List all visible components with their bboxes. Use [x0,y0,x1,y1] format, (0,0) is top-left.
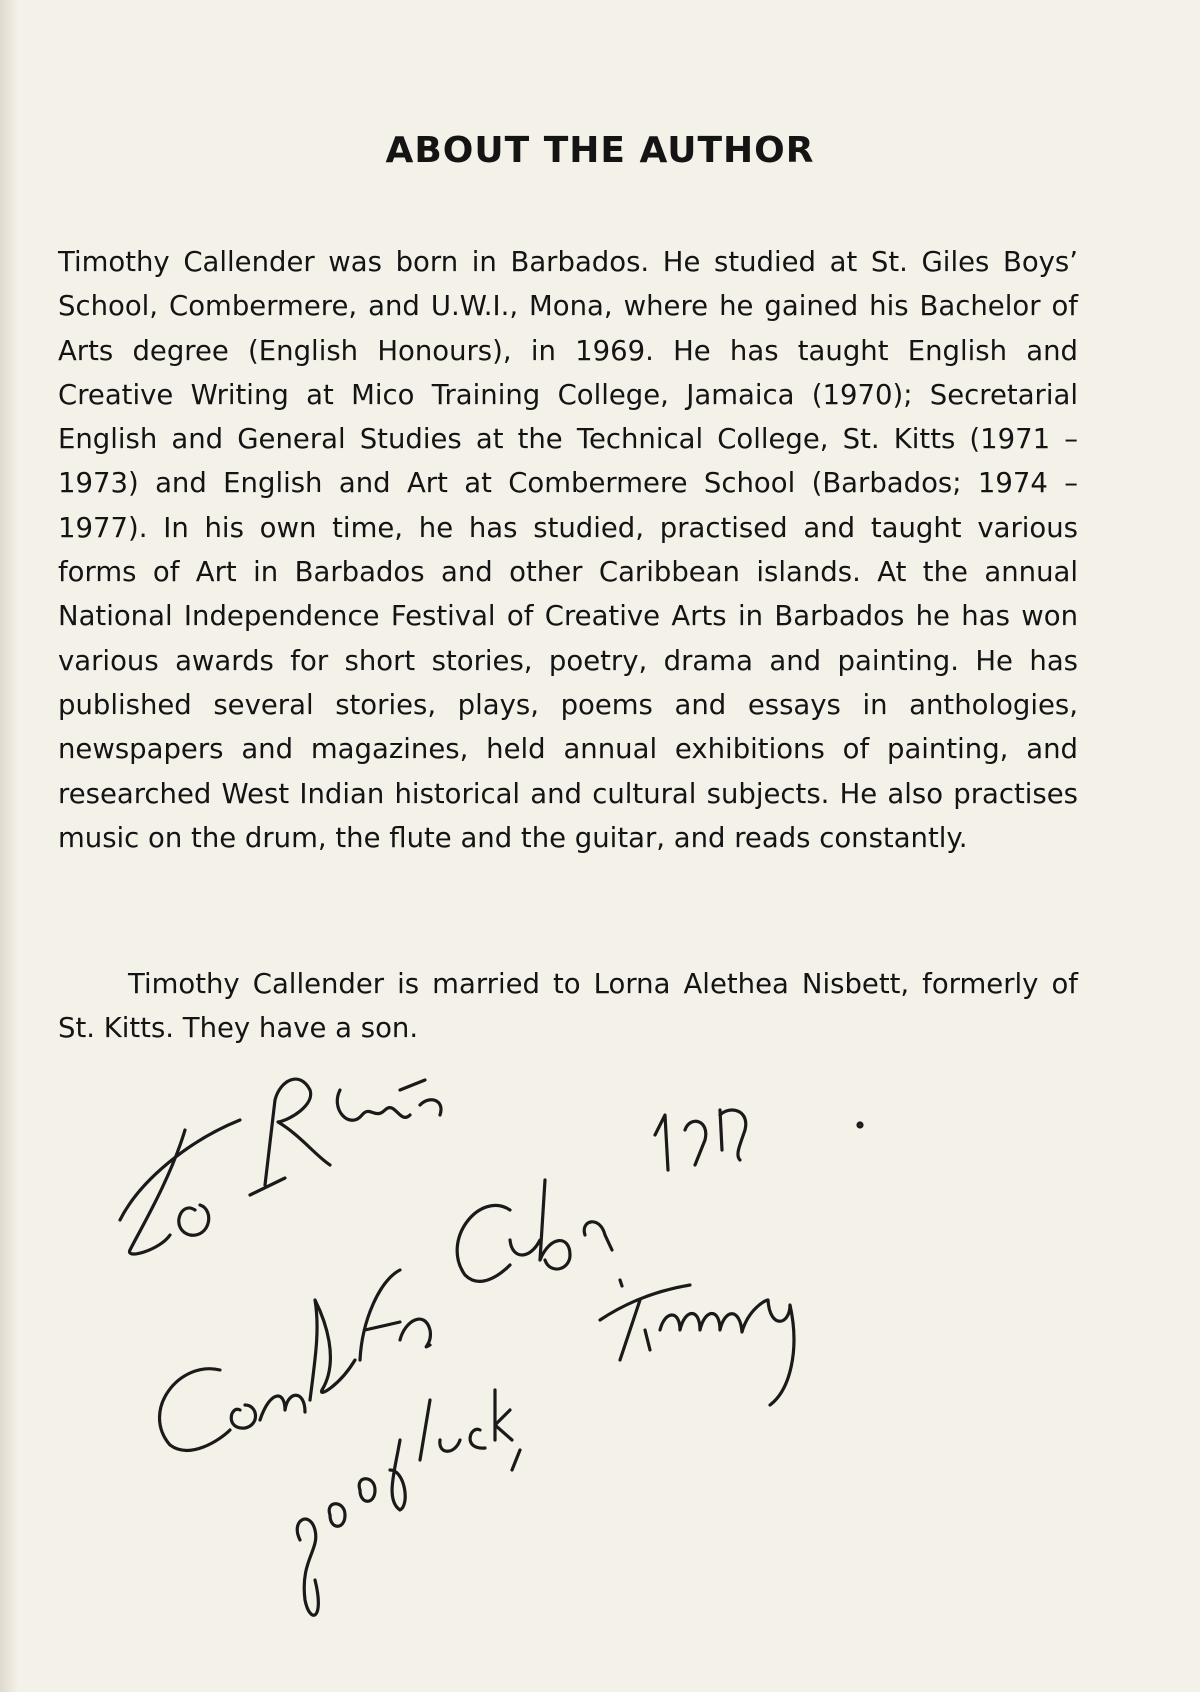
inscription-stroke-roberto [265,1079,441,1185]
page-heading: ABOUT THE AUTHOR [385,130,815,171]
inscription-stroke-dash [250,1178,285,1195]
spine-shadow [0,0,18,1692]
inscription-stroke-mark [620,1280,622,1286]
inscription-stroke-good-luck [297,1390,520,1615]
inscription-period [858,1123,862,1127]
author-family-paragraph: Timothy Callender is married to Lorna Alethea Nisbett, formerly of St. Kitts. They have a son. [58,968,1078,1045]
author-bio-paragraph: Timothy Callender was born in Barbados. He studied at St. Giles Boys’ School, Combermere, and U.W.I., Mona, where he gained his Bachelor of Arts degree (English Honours), in 1969. He has taught English and Creative Writing at Mico Training College, Jamaica (1970); Secretarial English and General Studies at the Technical College, St. Kitts (1971 – 1973) and English and Art at Combermere School (Barbados; 1974 – 1977). In his own time, he has studied, practised and taught various forms of Art in Barbados and other Caribbean islands. At the annual National Independence Festival of Creative Arts in Barbados he has won various awards for short stories, poetry, drama and painting. He has published several stories, plays, poems and essays in anthologies, newspapers and magazines, held annual exhibitions of painting, and researched West Indian historical and cultural subjects. He also practises music on the drum, the flute and the guitar, and reads constantly. [58,246,1078,854]
inscription-stroke-cuba [457,1180,612,1281]
inscription-stroke-companero [160,1270,431,1450]
inscription-stroke-to [120,1120,240,1254]
inscription-stroke-timmy [600,1285,794,1405]
handwritten-inscription [100,1060,1000,1660]
inscription-stroke-year [655,1110,746,1170]
